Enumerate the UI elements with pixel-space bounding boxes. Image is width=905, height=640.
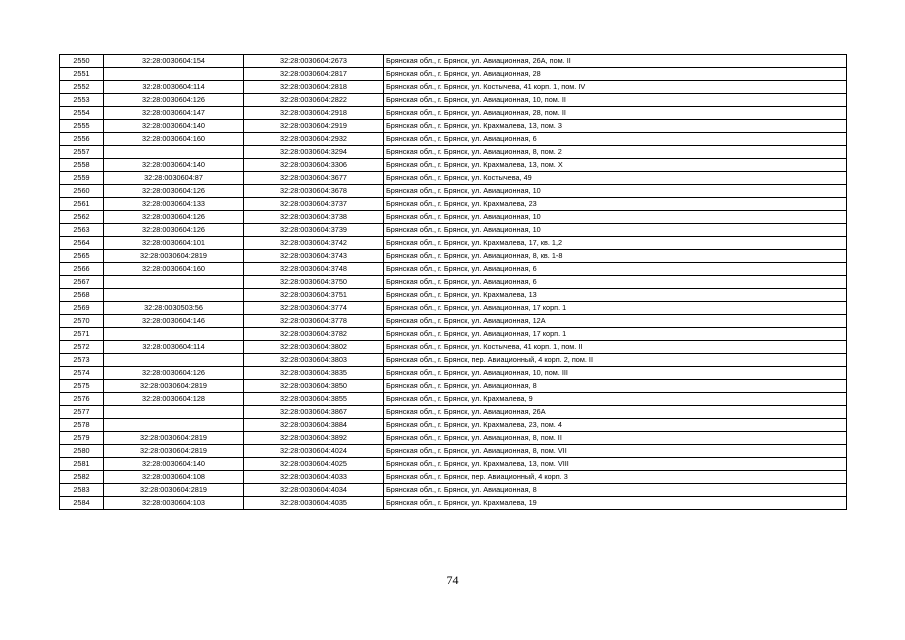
object-cadastral-number-cell: 32:28:0030604:3306 xyxy=(244,159,384,172)
object-cadastral-number-cell: 32:28:0030604:3750 xyxy=(244,276,384,289)
table-row xyxy=(60,419,847,432)
parent-cadastral-number-cell: 32:28:0030604:133 xyxy=(104,198,244,211)
table-row xyxy=(60,289,847,302)
address-cell: Брянская обл., г. Брянск, ул. Авиационная, 8 xyxy=(384,484,847,497)
row-number-cell: 2559 xyxy=(60,172,104,185)
object-cadastral-number-cell: 32:28:0030604:3748 xyxy=(244,263,384,276)
row-number-cell: 2554 xyxy=(60,107,104,120)
object-cadastral-number-cell: 32:28:0030604:4033 xyxy=(244,471,384,484)
table-row xyxy=(60,380,847,393)
address-cell: Брянская обл., г. Брянск, ул. Авиационная, 26А xyxy=(384,406,847,419)
address-cell: Брянская обл., г. Брянск, пер. Авиационный, 4 корп. 3 xyxy=(384,471,847,484)
table-row xyxy=(60,393,847,406)
table-row xyxy=(60,263,847,276)
address-cell: Брянская обл., г. Брянск, ул. Крахмалева, 17, кв. 1,2 xyxy=(384,237,847,250)
parent-cadastral-number-cell xyxy=(104,328,244,341)
table-row xyxy=(60,406,847,419)
row-number-cell: 2570 xyxy=(60,315,104,328)
object-cadastral-number-cell: 32:28:0030604:3778 xyxy=(244,315,384,328)
parent-cadastral-number-cell xyxy=(104,146,244,159)
row-number-cell: 2560 xyxy=(60,185,104,198)
table-row xyxy=(60,107,847,120)
table-row xyxy=(60,432,847,445)
object-cadastral-number-cell: 32:28:0030604:2818 xyxy=(244,81,384,94)
object-cadastral-number-cell: 32:28:0030604:2817 xyxy=(244,68,384,81)
row-number-cell: 2555 xyxy=(60,120,104,133)
row-number-cell: 2566 xyxy=(60,263,104,276)
table-row xyxy=(60,328,847,341)
object-cadastral-number-cell: 32:28:0030604:4034 xyxy=(244,484,384,497)
object-cadastral-number-cell: 32:28:0030604:3677 xyxy=(244,172,384,185)
parent-cadastral-number-cell: 32:28:0030604:114 xyxy=(104,81,244,94)
table-row xyxy=(60,172,847,185)
parent-cadastral-number-cell: 32:28:0030604:126 xyxy=(104,94,244,107)
address-cell: Брянская обл., г. Брянск, ул. Авиационная, 8, кв. 1-8 xyxy=(384,250,847,263)
address-cell: Брянская обл., г. Брянск, ул. Авиационная, 12А xyxy=(384,315,847,328)
row-number-cell: 2569 xyxy=(60,302,104,315)
row-number-cell: 2574 xyxy=(60,367,104,380)
page-number: 74 xyxy=(446,573,459,587)
object-cadastral-number-cell: 32:28:0030604:3738 xyxy=(244,211,384,224)
object-cadastral-number-cell: 32:28:0030604:3743 xyxy=(244,250,384,263)
parent-cadastral-number-cell xyxy=(104,354,244,367)
table-row xyxy=(60,133,847,146)
parent-cadastral-number-cell: 32:28:0030604:126 xyxy=(104,185,244,198)
table-row xyxy=(60,159,847,172)
object-cadastral-number-cell: 32:28:0030604:3739 xyxy=(244,224,384,237)
row-number-cell: 2562 xyxy=(60,211,104,224)
address-cell: Брянская обл., г. Брянск, ул. Авиационная, 10 xyxy=(384,211,847,224)
table-row xyxy=(60,211,847,224)
address-cell: Брянская обл., г. Брянск, ул. Крахмалева, 23 xyxy=(384,198,847,211)
table-row xyxy=(60,237,847,250)
table-row xyxy=(60,68,847,81)
object-cadastral-number-cell: 32:28:0030604:3867 xyxy=(244,406,384,419)
row-number-cell: 2583 xyxy=(60,484,104,497)
row-number-cell: 2581 xyxy=(60,458,104,471)
object-cadastral-number-cell: 32:28:0030604:4025 xyxy=(244,458,384,471)
table-row xyxy=(60,81,847,94)
parent-cadastral-number-cell xyxy=(104,419,244,432)
table-row xyxy=(60,276,847,289)
address-cell: Брянская обл., г. Брянск, ул. Авиационная, 28 xyxy=(384,68,847,81)
address-cell: Брянская обл., г. Брянск, ул. Костычева, 41 корп. 1, пом. IV xyxy=(384,81,847,94)
object-cadastral-number-cell: 32:28:0030604:2673 xyxy=(244,55,384,68)
row-number-cell: 2578 xyxy=(60,419,104,432)
table-row xyxy=(60,250,847,263)
table-row xyxy=(60,146,847,159)
object-cadastral-number-cell: 32:28:0030604:2932 xyxy=(244,133,384,146)
address-cell: Брянская обл., г. Брянск, ул. Авиационная, 17 корп. 1 xyxy=(384,328,847,341)
parent-cadastral-number-cell: 32:28:0030604:87 xyxy=(104,172,244,185)
parent-cadastral-number-cell: 32:28:0030604:126 xyxy=(104,367,244,380)
address-cell: Брянская обл., г. Брянск, ул. Крахмалева, 13, пом. VIII xyxy=(384,458,847,471)
row-number-cell: 2551 xyxy=(60,68,104,81)
address-cell: Брянская обл., г. Брянск, ул. Авиационная, 10 xyxy=(384,185,847,198)
address-cell: Брянская обл., г. Брянск, ул. Авиационная, 26А, пом. II xyxy=(384,55,847,68)
table-row xyxy=(60,341,847,354)
row-number-cell: 2575 xyxy=(60,380,104,393)
row-number-cell: 2576 xyxy=(60,393,104,406)
row-number-cell: 2568 xyxy=(60,289,104,302)
object-cadastral-number-cell: 32:28:0030604:3803 xyxy=(244,354,384,367)
address-cell: Брянская обл., г. Брянск, ул. Авиационная, 6 xyxy=(384,133,847,146)
row-number-cell: 2571 xyxy=(60,328,104,341)
parent-cadastral-number-cell: 32:28:0030604:2819 xyxy=(104,250,244,263)
table-row xyxy=(60,471,847,484)
object-cadastral-number-cell: 32:28:0030604:3782 xyxy=(244,328,384,341)
parent-cadastral-number-cell: 32:28:0030503:56 xyxy=(104,302,244,315)
object-cadastral-number-cell: 32:28:0030604:3294 xyxy=(244,146,384,159)
parent-cadastral-number-cell xyxy=(104,276,244,289)
parent-cadastral-number-cell: 32:28:0030604:2819 xyxy=(104,380,244,393)
row-number-cell: 2567 xyxy=(60,276,104,289)
address-cell: Брянская обл., г. Брянск, ул. Авиационная, 28, пом. II xyxy=(384,107,847,120)
row-number-cell: 2582 xyxy=(60,471,104,484)
object-cadastral-number-cell: 32:28:0030604:3751 xyxy=(244,289,384,302)
row-number-cell: 2577 xyxy=(60,406,104,419)
parent-cadastral-number-cell: 32:28:0030604:160 xyxy=(104,133,244,146)
address-cell: Брянская обл., г. Брянск, ул. Авиационная, 10, пом. III xyxy=(384,367,847,380)
parent-cadastral-number-cell: 32:28:0030604:2819 xyxy=(104,484,244,497)
address-cell: Брянская обл., г. Брянск, ул. Крахмалева, 19 xyxy=(384,497,847,510)
object-cadastral-number-cell: 32:28:0030604:3774 xyxy=(244,302,384,315)
address-cell: Брянская обл., г. Брянск, ул. Крахмалева, 13, пом. 3 xyxy=(384,120,847,133)
address-cell: Брянская обл., г. Брянск, ул. Крахмалева, 9 xyxy=(384,393,847,406)
cadastral-register-table xyxy=(59,54,847,510)
parent-cadastral-number-cell: 32:28:0030604:147 xyxy=(104,107,244,120)
parent-cadastral-number-cell: 32:28:0030604:126 xyxy=(104,224,244,237)
table-row xyxy=(60,315,847,328)
parent-cadastral-number-cell: 32:28:0030604:101 xyxy=(104,237,244,250)
row-number-cell: 2563 xyxy=(60,224,104,237)
table-row xyxy=(60,94,847,107)
object-cadastral-number-cell: 32:28:0030604:3850 xyxy=(244,380,384,393)
table-row xyxy=(60,185,847,198)
row-number-cell: 2580 xyxy=(60,445,104,458)
address-cell: Брянская обл., г. Брянск, ул. Авиационная, 8, пом. VII xyxy=(384,445,847,458)
row-number-cell: 2565 xyxy=(60,250,104,263)
object-cadastral-number-cell: 32:28:0030604:3802 xyxy=(244,341,384,354)
parent-cadastral-number-cell: 32:28:0030604:2819 xyxy=(104,432,244,445)
parent-cadastral-number-cell: 32:28:0030604:114 xyxy=(104,341,244,354)
parent-cadastral-number-cell: 32:28:0030604:160 xyxy=(104,263,244,276)
parent-cadastral-number-cell: 32:28:0030604:108 xyxy=(104,471,244,484)
object-cadastral-number-cell: 32:28:0030604:2919 xyxy=(244,120,384,133)
row-number-cell: 2556 xyxy=(60,133,104,146)
address-cell: Брянская обл., г. Брянск, ул. Авиационная, 10 xyxy=(384,224,847,237)
table-row xyxy=(60,354,847,367)
row-number-cell: 2557 xyxy=(60,146,104,159)
address-cell: Брянская обл., г. Брянск, ул. Костычева, 41 корп. 1, пом. II xyxy=(384,341,847,354)
address-cell: Брянская обл., г. Брянск, ул. Авиационная, 8, пом. 2 xyxy=(384,146,847,159)
object-cadastral-number-cell: 32:28:0030604:3892 xyxy=(244,432,384,445)
parent-cadastral-number-cell: 32:28:0030604:140 xyxy=(104,120,244,133)
object-cadastral-number-cell: 32:28:0030604:2918 xyxy=(244,107,384,120)
address-cell: Брянская обл., г. Брянск, ул. Авиационная, 17 корп. 1 xyxy=(384,302,847,315)
row-number-cell: 2579 xyxy=(60,432,104,445)
parent-cadastral-number-cell: 32:28:0030604:140 xyxy=(104,458,244,471)
table-row xyxy=(60,458,847,471)
table-row xyxy=(60,120,847,133)
row-number-cell: 2564 xyxy=(60,237,104,250)
address-cell: Брянская обл., г. Брянск, ул. Крахмалева, 13, пом. X xyxy=(384,159,847,172)
address-cell: Брянская обл., г. Брянск, ул. Авиационная, 10, пом. II xyxy=(384,94,847,107)
row-number-cell: 2550 xyxy=(60,55,104,68)
row-number-cell: 2572 xyxy=(60,341,104,354)
table-row xyxy=(60,445,847,458)
parent-cadastral-number-cell: 32:28:0030604:126 xyxy=(104,211,244,224)
table-row xyxy=(60,302,847,315)
address-cell: Брянская обл., г. Брянск, ул. Авиационная, 6 xyxy=(384,276,847,289)
address-cell: Брянская обл., г. Брянск, ул. Авиационная, 8 xyxy=(384,380,847,393)
table-row xyxy=(60,198,847,211)
object-cadastral-number-cell: 32:28:0030604:3678 xyxy=(244,185,384,198)
table-row xyxy=(60,367,847,380)
object-cadastral-number-cell: 32:28:0030604:3737 xyxy=(244,198,384,211)
table-row xyxy=(60,224,847,237)
row-number-cell: 2561 xyxy=(60,198,104,211)
object-cadastral-number-cell: 32:28:0030604:3855 xyxy=(244,393,384,406)
parent-cadastral-number-cell xyxy=(104,289,244,302)
address-cell: Брянская обл., г. Брянск, пер. Авиационный, 4 корп. 2, пом. II xyxy=(384,354,847,367)
parent-cadastral-number-cell: 32:28:0030604:146 xyxy=(104,315,244,328)
parent-cadastral-number-cell: 32:28:0030604:140 xyxy=(104,159,244,172)
parent-cadastral-number-cell: 32:28:0030604:128 xyxy=(104,393,244,406)
table-body xyxy=(60,55,847,510)
table-row xyxy=(60,484,847,497)
address-cell: Брянская обл., г. Брянск, ул. Крахмалева, 13 xyxy=(384,289,847,302)
address-cell: Брянская обл., г. Брянск, ул. Крахмалева, 23, пом. 4 xyxy=(384,419,847,432)
table-row xyxy=(60,497,847,510)
parent-cadastral-number-cell xyxy=(104,406,244,419)
object-cadastral-number-cell: 32:28:0030604:4035 xyxy=(244,497,384,510)
row-number-cell: 2573 xyxy=(60,354,104,367)
parent-cadastral-number-cell: 32:28:0030604:154 xyxy=(104,55,244,68)
row-number-cell: 2584 xyxy=(60,497,104,510)
address-cell: Брянская обл., г. Брянск, ул. Костычева, 49 xyxy=(384,172,847,185)
address-cell: Брянская обл., г. Брянск, ул. Авиационная, 8, пом. II xyxy=(384,432,847,445)
row-number-cell: 2558 xyxy=(60,159,104,172)
parent-cadastral-number-cell: 32:28:0030604:2819 xyxy=(104,445,244,458)
object-cadastral-number-cell: 32:28:0030604:2822 xyxy=(244,94,384,107)
parent-cadastral-number-cell xyxy=(104,68,244,81)
row-number-cell: 2553 xyxy=(60,94,104,107)
row-number-cell: 2552 xyxy=(60,81,104,94)
object-cadastral-number-cell: 32:28:0030604:3742 xyxy=(244,237,384,250)
address-cell: Брянская обл., г. Брянск, ул. Авиационная, 6 xyxy=(384,263,847,276)
parent-cadastral-number-cell: 32:28:0030604:103 xyxy=(104,497,244,510)
object-cadastral-number-cell: 32:28:0030604:3884 xyxy=(244,419,384,432)
object-cadastral-number-cell: 32:28:0030604:3835 xyxy=(244,367,384,380)
object-cadastral-number-cell: 32:28:0030604:4024 xyxy=(244,445,384,458)
table-row xyxy=(60,55,847,68)
